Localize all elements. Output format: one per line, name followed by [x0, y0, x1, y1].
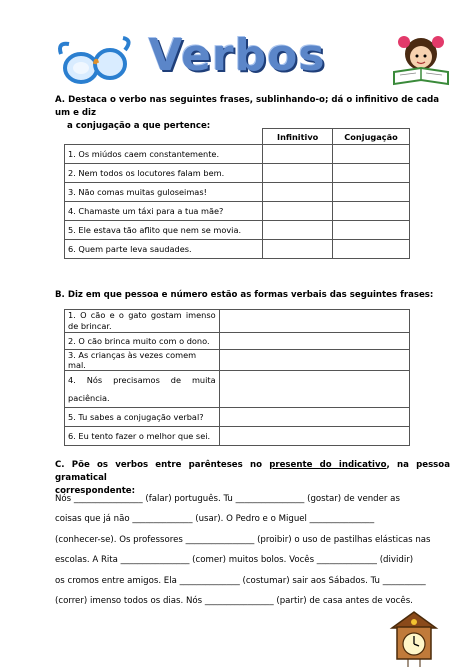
- table-row: 1. O cão e o gato gostam imenso de brincar.: [65, 310, 410, 333]
- fill-line[interactable]: os cromos entre amigos. Ela ______________ (costumar) sair aos Sábados. Tu __________: [55, 575, 426, 586]
- table-row: 2. O cão brinca muito com o dono.: [65, 333, 410, 350]
- table-row: 1. Os miúdos caem constantemente.: [65, 145, 410, 164]
- fill-line[interactable]: Nós ________________ (falar) português. Tu ________________ (gostar) de vender as: [55, 494, 400, 504]
- fill-line[interactable]: escolas. A Rita ________________ (comer) muitos bolos. Vocês ______________ (dividir): [55, 555, 414, 566]
- table-row: 3. As crianças às vezes comem mal.: [65, 350, 410, 371]
- section-c-instruction: C. Põe os verbos entre parênteses no presente do indicativo, na pessoa gramatical correspondente:: [55, 460, 451, 496]
- girl-reading-icon: [386, 32, 456, 92]
- fill-line[interactable]: coisas que já não ______________ (usar). O Pedro e o Miguel _______________: [55, 514, 375, 525]
- table-row: 4. Chamaste um táxi para a tua mãe?: [65, 202, 410, 221]
- table-row: 5. Ele estava tão aflito que nem se movia.: [65, 221, 410, 240]
- table-row: 6. Quem parte leva saudades.: [65, 240, 410, 259]
- table-row: 4. Nós precisamos de muita paciência.: [65, 371, 410, 408]
- table-row: 6. Eu tento fazer o melhor que sei.: [65, 427, 410, 446]
- fill-line[interactable]: (conhecer-se). Os professores ________________ (proibir) o uso de pastilhas elásticas nas: [55, 534, 431, 545]
- page-title: Verbos: [148, 30, 326, 81]
- table-a-corner: [65, 129, 263, 145]
- section-b-instruction: B. Diz em que pessoa e número estão as formas verbais das seguintes frases:: [55, 290, 434, 300]
- table-row: 3. Não comas muitas guloseimas!: [65, 183, 410, 202]
- cuckoo-clock-icon: [388, 610, 440, 672]
- fill-in-paragraph[interactable]: [55, 489, 447, 611]
- table-row: 2. Nem todos os locutores falam bem.: [65, 164, 410, 183]
- table-b: [64, 309, 410, 446]
- table-row: 5. Tu sabes a conjugação verbal?: [65, 408, 410, 427]
- section-a-instruction: A. Destaca o verbo nas seguintes frases, sublinhando-o; dá o infinitivo de cada um e diz a conjugação a que pertence:: [55, 95, 440, 131]
- fill-line[interactable]: (correr) imenso todos os dias. Nós ________________ (partir) de casa antes de vocês.: [55, 596, 413, 607]
- header-infinitivo: Infinitivo: [263, 129, 333, 145]
- table-a: [64, 128, 410, 259]
- header-conjugacao: Conjugação: [333, 129, 410, 145]
